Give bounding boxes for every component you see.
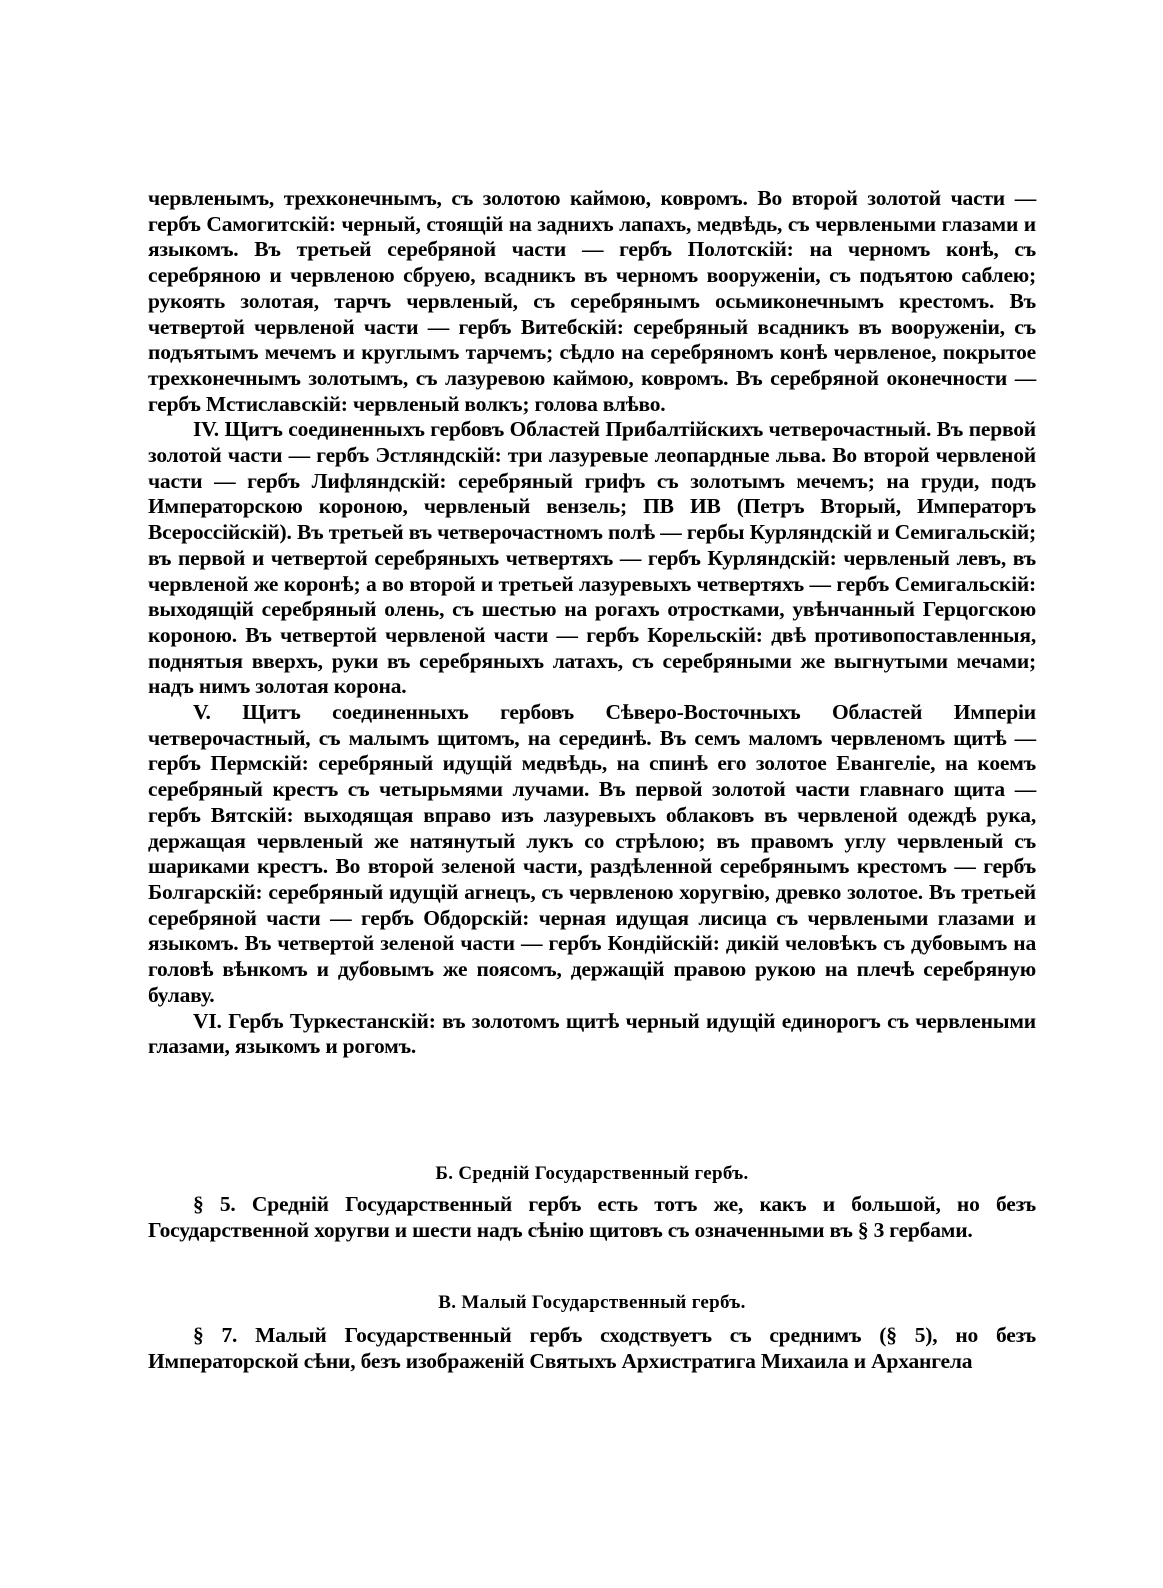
- main-text-block: [148, 186, 1036, 1060]
- paragraph-continuation: червленымъ, трехконечнымъ, съ золотою каймою, ковромъ. Во второй золотой части — гербъ Самогитскій: черный, стоящій на заднихъ лапахъ, медвѣдь, съ червлеными глазами и языкомъ. Въ третьей серебряной части — гербъ Полотскій: на черномъ конѣ, съ серебряною и червленою сбруею, всадникъ въ черномъ вооруженіи, съ подъятою саблею; рукоять золотая, тарчъ червленый, съ серебрянымъ осьмиконечнымъ крестомъ. Въ четвертой червленой части — гербъ Витебскій: серебряный всадникъ въ вооруженіи, съ подъятымъ мечемъ и круглымъ тарчемъ; сѣдло на серебряномъ конѣ червленое, покрытое трехконечнымъ золотымъ, съ лазуревою каймою, ковромъ. Въ серебряной оконечности — гербъ Мстиславскій: червленый волкъ; голова влѣво.: [148, 186, 1036, 416]
- section-heading-medium-arms: Б. Средній Государственный гербъ.: [435, 1163, 749, 1184]
- section-v-text: [148, 1322, 1036, 1374]
- section-heading-small-arms: В. Малый Государственный гербъ.: [438, 1292, 746, 1313]
- section-b-text: [148, 1191, 1036, 1243]
- paragraph-section-5: § 5. Средній Государственный гербъ есть тотъ же, какъ и большой, но безъ Государственной хоругви и шести надъ сѣнію щитовъ съ означенными въ § 3 гербами.: [148, 1192, 1036, 1242]
- paragraph-section-7: § 7. Малый Государственный гербъ сходствуетъ съ среднимъ (§ 5), но безъ Императорской сѣни, безъ изображеній Святыхъ Архистратига Михаила и Архангела: [148, 1323, 1036, 1373]
- paragraph-baltic-arms: IV. Щитъ соединенныхъ гербовъ Областей Прибалтійскихъ четверочастный. Въ первой золотой части — гербъ Эстляндскій: три лазуревые леопардные льва. Во второй червленой части — гербъ Лифляндскій: серебряный грифъ съ золотымъ мечемъ; на груди, подъ Императорскою короною, червленый вензель; ПВ ИВ (Петръ Вторый, Императоръ Всероссійскій). Въ третьей въ четверочастномъ полѣ — гербы Курляндскій и Семигальскій; въ первой и четвертой серебряныхъ четвертяхъ — гербъ Курляндскій: червленый левъ, въ червленой же коронѣ; а во второй и третьей лазуревыхъ четвертяхъ — гербъ Семигальскій: выходящій серебряный олень, съ шестью на рогахъ отростками, увѣнчанный Герцогскою короною. Въ четвертой червленой части — гербъ Корельскій: двѣ противопоставленныя, поднятыя вверхъ, руки въ серебряныхъ латахъ, съ серебряными же выгнутыми мечами; надъ нимъ золотая корона.: [148, 417, 1036, 699]
- paragraph-turkestan-arms: VI. Гербъ Туркестанскій: въ золотомъ щитѣ черный идущій единорогъ съ червлеными глазами, языкомъ и рогомъ.: [148, 1008, 1036, 1059]
- paragraph-northeast-arms: V. Щитъ соединенныхъ гербовъ Сѣверо-Восточныхъ Областей Имперіи четверочастный, съ малымъ щитомъ, на серединѣ. Въ семъ маломъ червленомъ щитѣ — гербъ Пермскій: серебряный идущій медвѣдь, на спинѣ его золотое Евангеліе, на коемъ серебряный крестъ съ четырьмями лучами. Въ первой золотой части главнаго щита — гербъ Вятскій: выходящая вправо изъ лазуревыхъ облаковъ въ червленой одеждѣ рука, держащая червленый же натянутый лукъ со стрѣлою; въ правомъ углу червленый съ шариками крестъ. Во второй зеленой части, раздѣленной серебрянымъ крестомъ — гербъ Болгарскій: серебряный идущій агнецъ, съ червленою хоругвію, древко золотое. Въ третьей серебряной части — гербъ Обдорскій: черная идущая лисица съ червлеными глазами и языкомъ. Въ четвертой зеленой части — гербъ Кондійскій: дикій человѣкъ съ дубовымъ на головѣ вѣнкомъ и дубовымъ же поясомъ, держащій правою рукою на плечѣ серебряную булаву.: [148, 700, 1036, 1007]
